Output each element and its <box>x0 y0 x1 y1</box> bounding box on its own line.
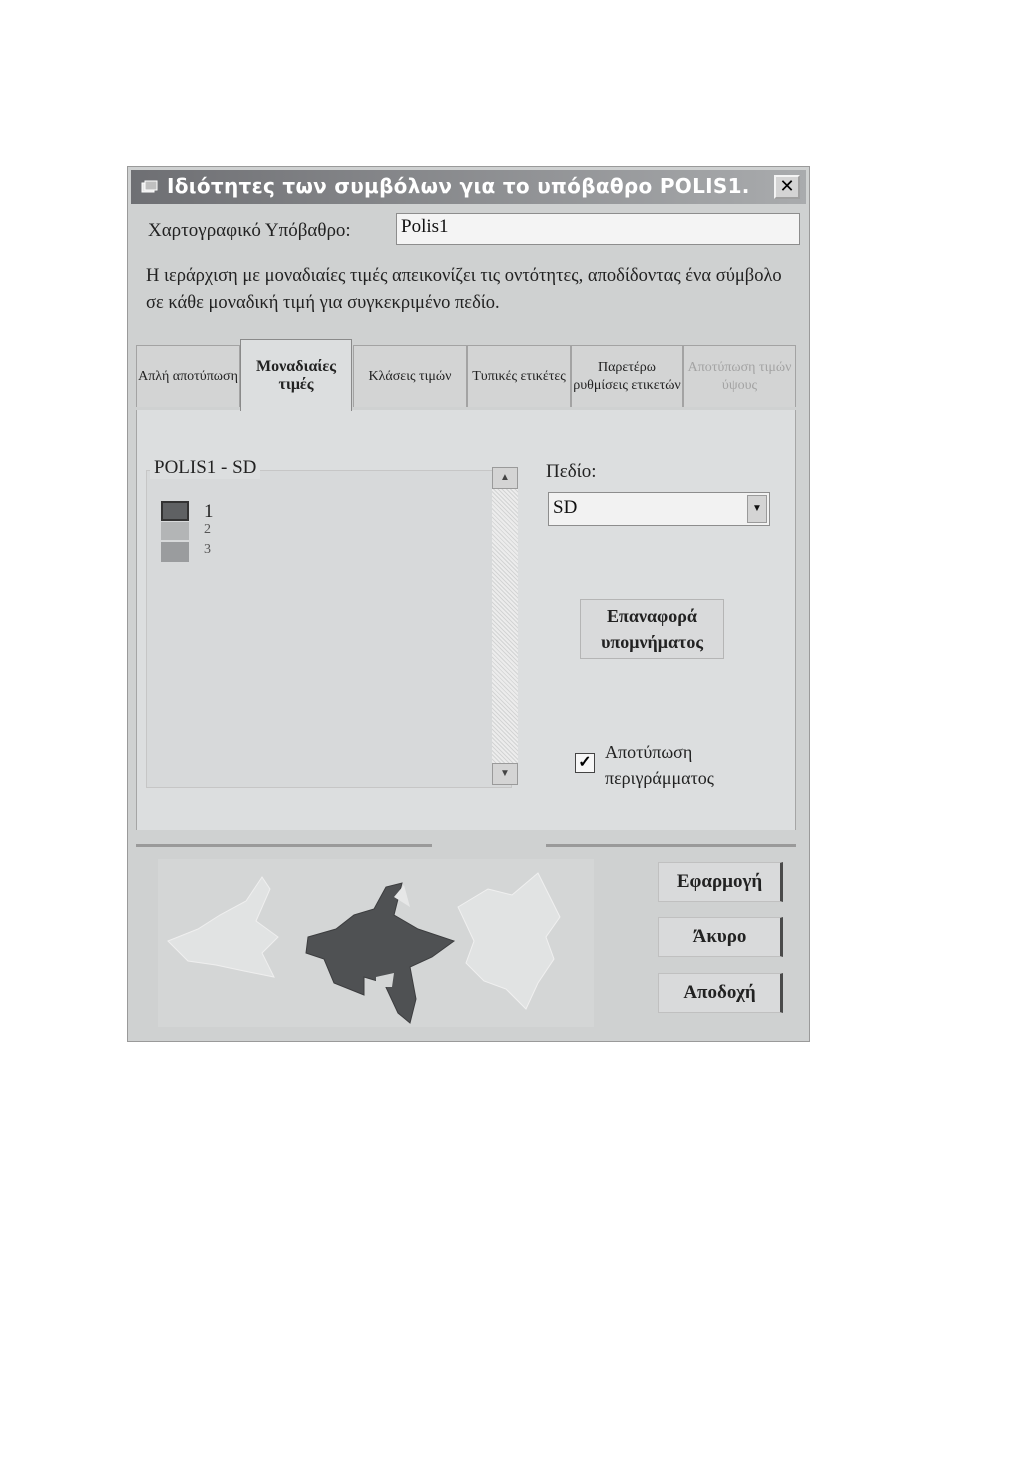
tab-label: Κλάσεις τιμών <box>368 368 452 384</box>
outline-checkbox-label: Αποτύπωση περιγράμματος <box>605 742 714 788</box>
legend-item-label: 3 <box>204 542 211 557</box>
field-label: Πεδίο: <box>546 461 597 482</box>
arrow-down-icon: ▼ <box>500 768 510 779</box>
map-preview-image <box>158 859 594 1027</box>
description-text: Η ιεράρχιση με μοναδιαίες τιμές απεικονίζει τις οντότητες, αποδίδοντας ένα σύμβολο σε κάθε μοναδική τιμή για συγκεκριμένο πεδίο. <box>146 266 782 313</box>
tab-simple-rendering[interactable] <box>136 345 240 407</box>
legend-scrollbar[interactable] <box>492 467 518 785</box>
separator-left <box>136 844 432 847</box>
tab-label: Παρετέρω ρυθμίσεις ετικετών <box>573 359 681 393</box>
ok-button[interactable]: Αποδοχή <box>658 973 783 1013</box>
legend-swatch[interactable] <box>161 501 189 521</box>
field-dropdown[interactable] <box>548 492 770 526</box>
legend-swatch[interactable] <box>161 542 189 562</box>
window-app-icon <box>141 180 159 194</box>
legend-swatch[interactable] <box>161 522 189 540</box>
tab-unique-values[interactable] <box>240 339 352 411</box>
apply-button[interactable]: Εφαρμογή <box>658 862 783 902</box>
tab-value-classes[interactable] <box>353 345 467 407</box>
tab-label: Τυπικές ετικέτες <box>472 368 566 384</box>
close-button[interactable] <box>774 175 800 199</box>
symbol-properties-dialog <box>127 166 810 1042</box>
outline-checkbox[interactable] <box>575 753 595 773</box>
tab-standard-labels[interactable] <box>467 345 571 407</box>
tab-label: Μοναδιαίες τιμές <box>256 357 336 393</box>
checkmark-icon: ✓ <box>578 754 592 771</box>
basemap-label: Χαρτογραφικό Υπόβαθρο: <box>148 220 351 241</box>
close-icon: ✕ <box>779 176 795 197</box>
basemap-field[interactable]: Polis1 <box>396 213 800 245</box>
reset-legend-button[interactable]: Επαναφορά υπομνήματος <box>580 599 724 659</box>
separator-right <box>546 844 796 847</box>
legend-item-label: 1 <box>204 501 214 522</box>
arrow-up-icon: ▲ <box>500 472 510 483</box>
tab-height-values <box>683 345 796 407</box>
chevron-down-icon[interactable]: ▼ <box>747 495 767 523</box>
map-preview <box>158 859 594 1027</box>
scroll-down-button[interactable] <box>492 763 518 785</box>
tab-advanced-labels[interactable] <box>571 345 683 407</box>
window-title: Ιδιότητες των συμβόλων για το υπόβαθρο POLIS1. <box>167 174 750 198</box>
title-bar[interactable] <box>131 170 806 204</box>
tab-label: Απλή αποτύπωση <box>138 368 238 384</box>
cancel-button[interactable]: Άκυρο <box>658 917 783 957</box>
legend-list[interactable] <box>146 470 512 788</box>
field-dropdown-value: SD <box>553 497 578 518</box>
scroll-up-button[interactable] <box>492 467 518 489</box>
legend-item-label: 2 <box>204 522 211 537</box>
tab-label: Αποτύπωση τιμών ύψους <box>687 359 792 393</box>
legend-title: POLIS1 - SD <box>150 457 260 479</box>
